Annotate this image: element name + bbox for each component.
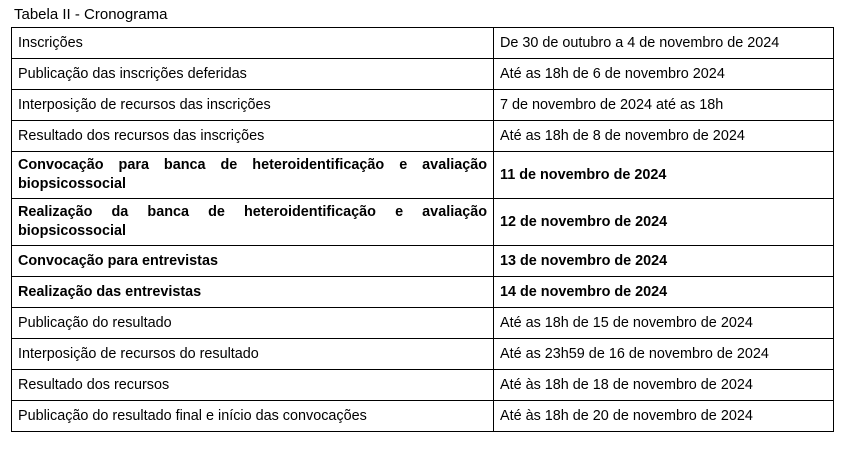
event-cell: Realização da banca de heteroidentificação e avaliação biopsicossocial [12, 199, 494, 246]
event-cell: Convocação para entrevistas [12, 246, 494, 277]
event-cell: Publicação das inscrições deferidas [12, 59, 494, 90]
event-cell: Realização das entrevistas [12, 277, 494, 308]
table-row [12, 28, 834, 59]
date-cell: Até às 18h de 18 de novembro de 2024 [494, 370, 834, 401]
event-cell: Publicação do resultado final e início das convocações [12, 401, 494, 432]
date-cell: Até às 18h de 20 de novembro de 2024 [494, 401, 834, 432]
date-cell: De 30 de outubro a 4 de novembro de 2024 [494, 28, 834, 59]
table-row [12, 152, 834, 199]
table-row [12, 339, 834, 370]
date-cell: Até as 18h de 15 de novembro de 2024 [494, 308, 834, 339]
schedule-table [11, 27, 834, 432]
table-row [12, 199, 834, 246]
date-cell: 13 de novembro de 2024 [494, 246, 834, 277]
date-cell: Até as 23h59 de 16 de novembro de 2024 [494, 339, 834, 370]
date-cell: 11 de novembro de 2024 [494, 152, 834, 199]
table-row [12, 121, 834, 152]
table-row [12, 308, 834, 339]
table-row [12, 59, 834, 90]
date-cell: 14 de novembro de 2024 [494, 277, 834, 308]
schedule-table-body [12, 28, 834, 432]
date-cell: Até as 18h de 8 de novembro de 2024 [494, 121, 834, 152]
table-row [12, 246, 834, 277]
date-cell: 7 de novembro de 2024 até as 18h [494, 90, 834, 121]
event-cell: Convocação para banca de heteroidentificação e avaliação biopsicossocial [12, 152, 494, 199]
event-cell: Resultado dos recursos das inscrições [12, 121, 494, 152]
table-row [12, 277, 834, 308]
event-cell: Publicação do resultado [12, 308, 494, 339]
table-row [12, 90, 834, 121]
event-cell: Inscrições [12, 28, 494, 59]
event-cell: Interposição de recursos do resultado [12, 339, 494, 370]
table-row [12, 370, 834, 401]
table-row [12, 401, 834, 432]
table-caption: Tabela II - Cronograma [14, 6, 168, 23]
event-cell: Resultado dos recursos [12, 370, 494, 401]
event-cell: Interposição de recursos das inscrições [12, 90, 494, 121]
date-cell: 12 de novembro de 2024 [494, 199, 834, 246]
date-cell: Até as 18h de 6 de novembro 2024 [494, 59, 834, 90]
